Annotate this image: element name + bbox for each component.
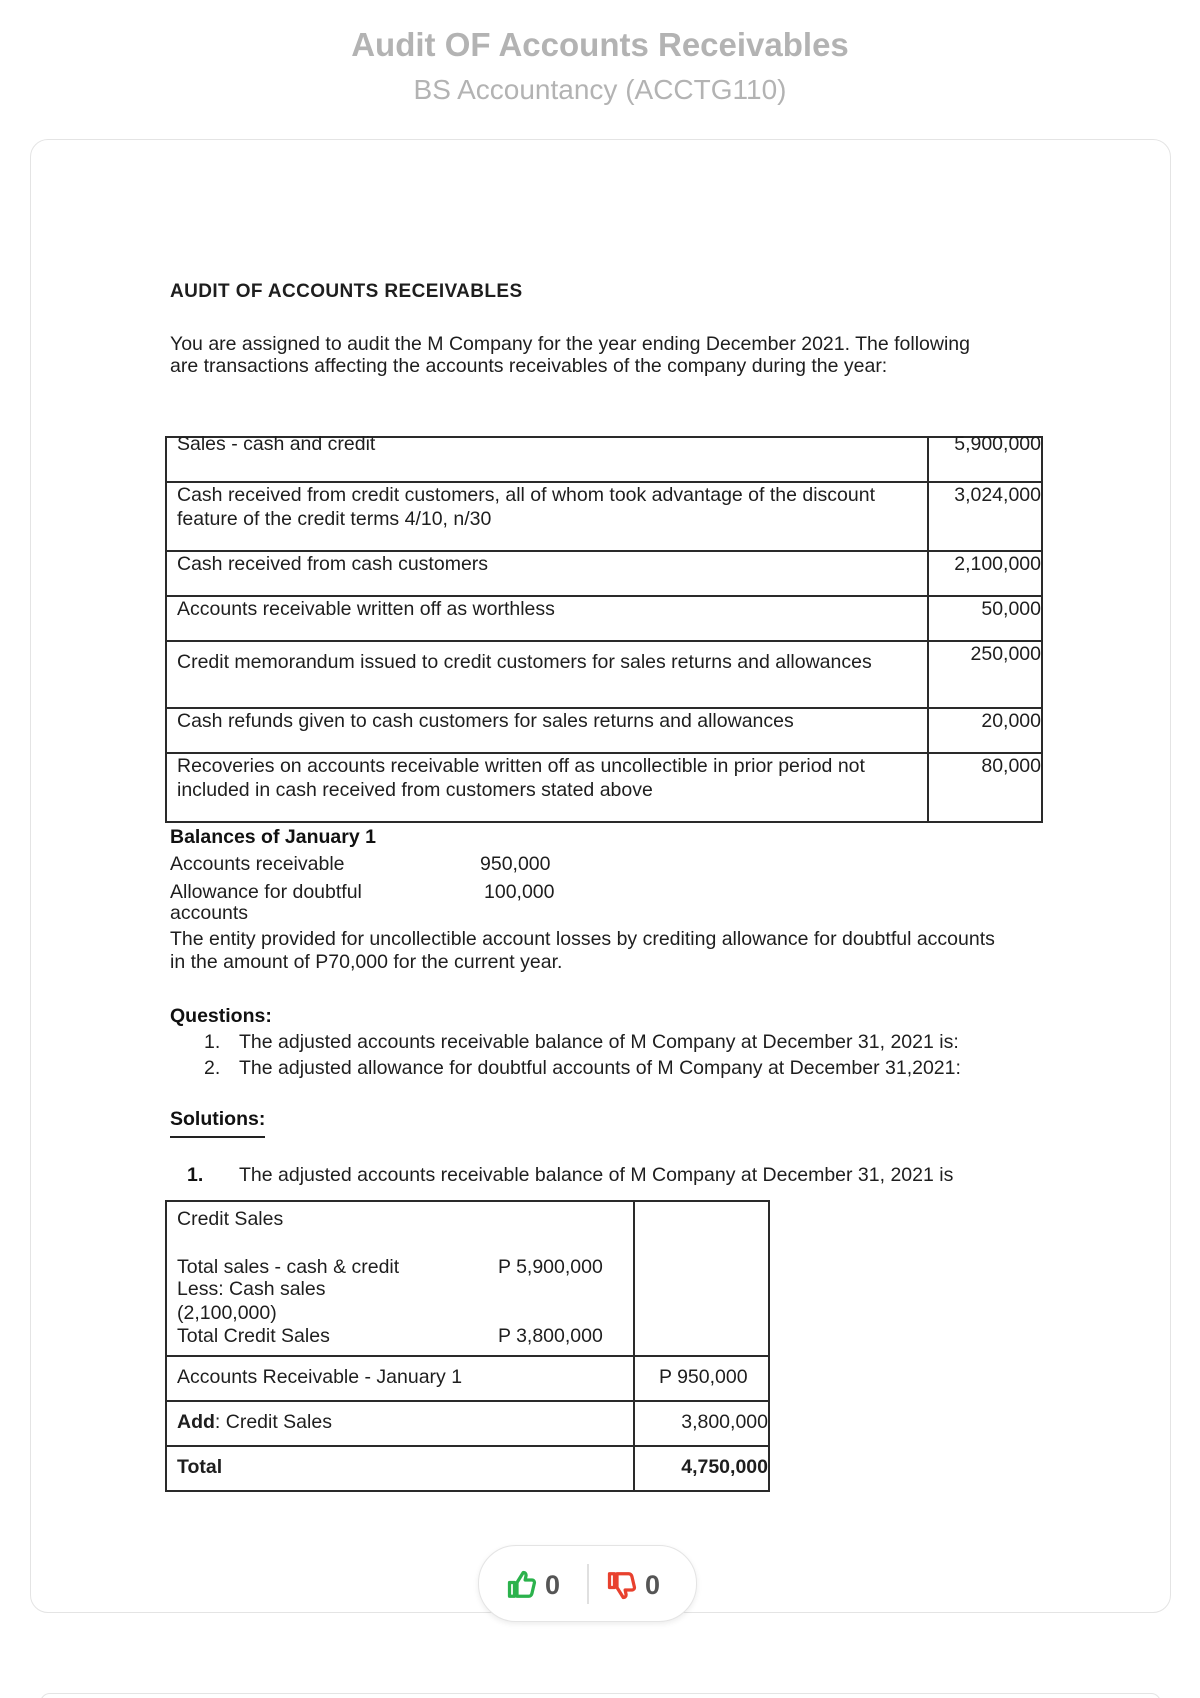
row-value: 4,750,000 xyxy=(634,1446,769,1491)
table-row xyxy=(166,641,1042,708)
transaction-amount: 80,000 xyxy=(928,753,1042,822)
balance-value: 950,000 xyxy=(480,853,551,875)
transaction-amount: 2,100,000 xyxy=(928,551,1042,596)
question-number: 1. xyxy=(204,1031,221,1053)
table-row xyxy=(166,482,1042,551)
transaction-desc: Cash received from credit customers, all of whom took advantage of the discount feature of the credit terms 4/10, n/30 xyxy=(166,482,928,551)
row-label: Accounts Receivable - January 1 xyxy=(166,1356,634,1401)
solution-table xyxy=(165,1200,770,1492)
table-row xyxy=(166,1401,769,1446)
questions-title: Questions: xyxy=(170,1005,272,1027)
solution-number: 1. xyxy=(187,1164,204,1186)
question-number: 2. xyxy=(204,1057,221,1079)
thumbs-up-icon xyxy=(507,1570,537,1600)
transaction-amount: 250,000 xyxy=(928,641,1042,708)
transaction-desc: Sales - cash and credit xyxy=(166,437,928,482)
intro-text-line: You are assigned to audit the M Company for the year ending December 2021. The following xyxy=(170,333,970,355)
table-row xyxy=(166,1201,769,1356)
upvote-button[interactable] xyxy=(507,1568,560,1602)
transaction-desc: Accounts receivable written off as worthless xyxy=(166,596,928,641)
doc-heading: AUDIT OF ACCOUNTS RECEIVABLES xyxy=(170,281,523,302)
solution-text: The adjusted accounts receivable balance of M Company at December 31, 2021 is xyxy=(239,1164,954,1186)
provision-text-line: The entity provided for uncollectible account losses by crediting allowance for doubtful accounts xyxy=(170,928,995,950)
transaction-amount: 50,000 xyxy=(928,596,1042,641)
question-text: The adjusted allowance for doubtful accounts of M Company at December 31,2021: xyxy=(239,1057,961,1079)
provision-text-line: in the amount of P70,000 for the current year. xyxy=(170,951,563,973)
transaction-desc: Recoveries on accounts receivable written off as uncollectible in prior period not included in cash received from customers stated above xyxy=(166,753,928,822)
page-subtitle: BS Accountancy (ACCTG110) xyxy=(413,74,787,105)
transaction-desc: Cash refunds given to cash customers for sales returns and allowances xyxy=(166,708,928,753)
transaction-amount: 5,900,000 xyxy=(928,437,1042,482)
balance-label: accounts xyxy=(170,902,249,924)
question-text: The adjusted accounts receivable balance of M Company at December 31, 2021 is: xyxy=(239,1031,959,1053)
intro-text-line: are transactions affecting the accounts receivables of the company during the year: xyxy=(170,355,888,377)
solutions-title: Solutions: xyxy=(170,1108,265,1138)
vote-pill xyxy=(478,1545,697,1622)
next-card xyxy=(40,1693,1161,1698)
table-row xyxy=(166,1446,769,1491)
downvote-button[interactable] xyxy=(607,1568,660,1602)
empty-cell xyxy=(634,1201,769,1356)
credit-sales-cell: Credit Sales Total sales - cash & credit P 5,900,000 Less: Cash sales (2,100,000) Total Credit Sales P 3,800,000 xyxy=(166,1201,634,1356)
table-row xyxy=(166,753,1042,822)
row-value: 3,800,000 xyxy=(634,1401,769,1446)
page-title: Audit OF Accounts Receivables xyxy=(351,26,849,63)
downvote-count: 0 xyxy=(645,1569,661,1600)
table-row xyxy=(166,551,1042,596)
balance-value: 100,000 xyxy=(484,881,555,903)
transactions-table xyxy=(165,433,1043,823)
table-row xyxy=(166,596,1042,641)
balance-label: Allowance for doubtful xyxy=(170,881,362,903)
row-label: Total xyxy=(166,1446,634,1491)
row-label: Add: Credit Sales xyxy=(166,1401,634,1446)
transaction-desc: Credit memorandum issued to credit customers for sales returns and allowances xyxy=(166,641,928,708)
vote-separator xyxy=(587,1564,589,1604)
balance-label: Accounts receivable xyxy=(170,853,345,875)
transaction-amount: 3,024,000 xyxy=(928,482,1042,551)
table-row xyxy=(166,1356,769,1401)
transaction-amount: 20,000 xyxy=(928,708,1042,753)
balances-title: Balances of January 1 xyxy=(170,826,376,848)
transaction-desc: Cash received from cash customers xyxy=(166,551,928,596)
thumbs-down-icon xyxy=(607,1570,637,1600)
upvote-count: 0 xyxy=(545,1569,561,1600)
table-row xyxy=(166,437,1042,482)
row-value: P 950,000 xyxy=(634,1356,769,1401)
table-row xyxy=(166,708,1042,753)
